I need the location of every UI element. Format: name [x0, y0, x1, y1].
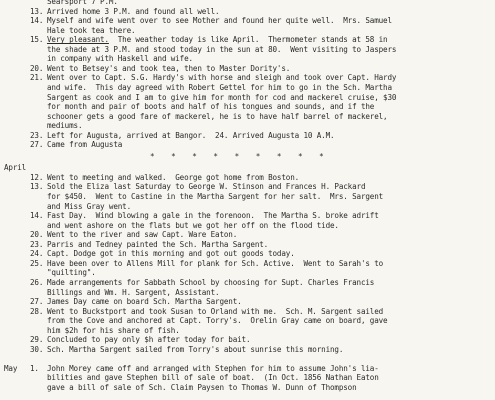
- entry-date: 28.: [30, 306, 44, 316]
- entry-text: Left for Augusta, arrived at Bangor. 24. Arrived Augusta 10 A.M.: [47, 130, 335, 140]
- entry-text: for $450. Went to Castine in the Martha Sargent for her salt. Mrs. Sargent: [47, 192, 384, 201]
- entry-date: 1.: [30, 363, 39, 373]
- entry-text: Capt. Dodge got in this morning and got out goods today.: [47, 249, 295, 259]
- entry-date: 24.: [30, 249, 44, 259]
- entry-text: and wife. This day agreed with Robert Gettel for him to go in the Sch. Martha: [47, 82, 392, 92]
- entry-date: 21.: [30, 73, 44, 83]
- entry-date: 23.: [30, 130, 44, 140]
- entry-date: 29.: [30, 335, 44, 345]
- entry-date: 23.: [30, 239, 44, 249]
- entry-text: him $2h for his share of fish.: [47, 325, 180, 335]
- entry-date: 13.: [30, 182, 44, 192]
- entry-text: Hale took tea there.: [47, 25, 136, 35]
- entry-date: 27.: [30, 140, 44, 150]
- entry-text: Myself and wife went over to see Mother and found her quite well. Mrs. Samuel: [47, 16, 392, 26]
- entry-date: 27.: [30, 297, 44, 307]
- entry-date: 13.: [30, 6, 44, 16]
- entry-text: Sch. Martha Sargent sailed from Torry's about sunrise this morning.: [47, 344, 344, 354]
- entry-text: Went over to Capt. S.G. Hardy's with horse and sleigh and took over Capt. Hardy: [47, 73, 397, 83]
- entry-text: Made arrangements for Sabbath School by choosing for Supt. Charles Francis: [47, 277, 375, 287]
- entry-text: Have been over to Allens Mill for plank for Sch. Active. Went to Sarah's to: [47, 258, 384, 268]
- entry-text: Very pleasant. The weather today is like April. Thermometer stands at 58 in: [47, 35, 388, 45]
- entry-text: Went to Buckstport and took Susan to Orland with me. Sch. M. Sargent sailed: [47, 306, 384, 316]
- entry-text: for month and pair of boots and half of his tongues and sounds, and if the: [47, 102, 375, 112]
- entry-text: gave a bill of sale of Sch. Claim Paysen to Thomas W. Dunn of Thompson: [47, 383, 357, 392]
- entry-text: mediums.: [47, 121, 83, 131]
- entry-text: and went ashore on the flats but we got her off on the flood tide.: [47, 220, 339, 230]
- entry-text: Went to Betsey's and took tea, then to Master Dority's.: [47, 63, 291, 73]
- underlined-phrase: Very pleasant.: [47, 35, 109, 45]
- entry-date: 25.: [30, 258, 44, 268]
- entry-date: 20.: [30, 63, 44, 73]
- entry-text: bilities and gave Stephen bill of sale of boat. (In Oct. 1856 Nathan Eaton: [47, 373, 379, 383]
- entry-text: Parris and Tedney painted the Sch. Martha Sargent.: [47, 239, 269, 249]
- entry-text: Came from Augusta: [47, 140, 123, 150]
- section-separator: * * * * * * * * *: [150, 151, 330, 161]
- entry-text: James Day came on board Sch. Martha Sargent.: [47, 297, 242, 307]
- entry-date: 12.: [30, 172, 44, 182]
- entry-text: Concluded to pay only $h after today for bait.: [47, 335, 251, 345]
- entry-text: and Miss Gray went.: [47, 201, 132, 211]
- entry-date: 14.: [30, 16, 44, 26]
- entry-text: from the Cove and anchored at Capt. Torry's. Orelin Gray came on board, gave: [47, 316, 388, 326]
- entry-text: Arrived home 3 P.M. and found all well.: [47, 6, 220, 16]
- entry-date: 15.: [30, 35, 44, 45]
- entry-text: Billings and Wm. H. Sargent, Assistant.: [47, 287, 220, 297]
- entry-text: Went to the river and saw Capt. Ware Eaton.: [47, 230, 238, 240]
- entry-text: in company with Haskell and wife.: [47, 54, 193, 64]
- entry-date: 30.: [30, 344, 44, 354]
- entry-date: 14.: [30, 211, 44, 221]
- entry-text: Went to meeting and walked. George got home from Boston.: [47, 172, 300, 182]
- entry-date: 26.: [30, 277, 44, 287]
- entry-text: "quilting".: [47, 268, 96, 278]
- entry-text: John Morey came off and arranged with Stephen for him to assume John's lia-: [47, 363, 379, 373]
- entry-text: the shade at 3 P.M. and stood today in the sun at 80. Went visiting to Jaspers: [47, 44, 397, 54]
- month-label: May: [4, 363, 18, 373]
- entry-text: Sargent as cook and I am to give him for month for cod and mackerel cruise, $30: [47, 92, 397, 102]
- entry-text: Sold the Eliza last Saturday to George W. Stinson and Frances H. Packard: [47, 182, 366, 192]
- month-label: April: [4, 163, 27, 173]
- entry-text: schooner gets a good fare of mackerel, he is to have half barrel of mackerel,: [47, 111, 388, 121]
- entry-text: Fast Day. Wind blowing a gale in the forenoon. The Martha S. broke adrift: [47, 211, 379, 221]
- entry-date: 20.: [30, 230, 44, 240]
- header-tail: Searsport 7 P.M.: [47, 0, 118, 6]
